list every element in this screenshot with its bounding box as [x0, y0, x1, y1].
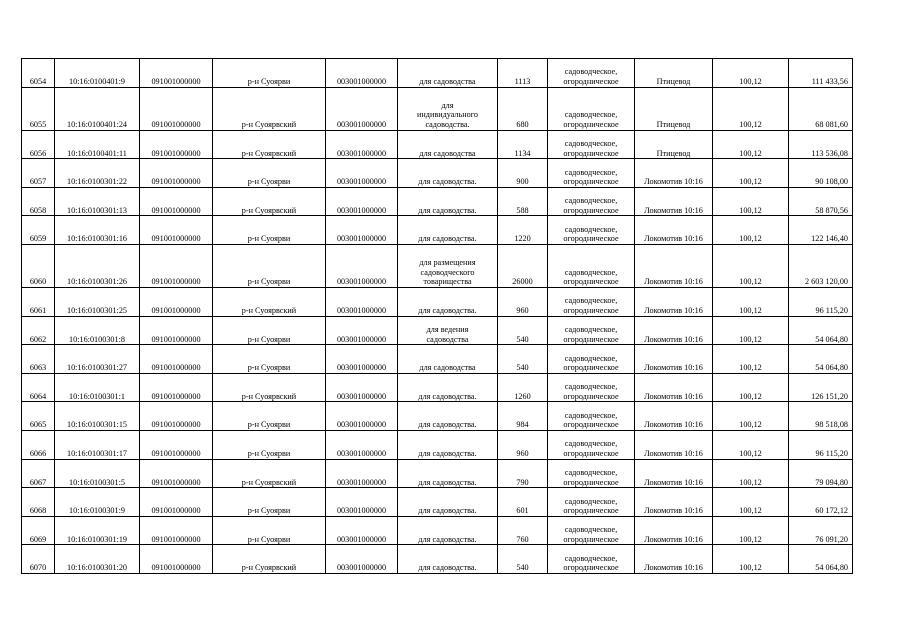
category-line: садоводческое, — [564, 324, 618, 334]
area-cell: 1220 — [498, 216, 548, 245]
district-cell: р-н Суоярвский — [213, 187, 326, 216]
category-cell — [548, 59, 635, 88]
table-row — [22, 345, 853, 374]
association-cell: Локомотив 10:16 — [635, 430, 713, 459]
row-number-cell: 6054 — [22, 59, 55, 88]
cadastral-number-cell: 10:16:0100301:9 — [55, 488, 140, 517]
area-cell: 984 — [498, 402, 548, 431]
category-cell — [548, 159, 635, 188]
oktmo-code-cell: 091001000000 — [140, 345, 213, 374]
permitted-use-cell — [398, 59, 498, 88]
category-line: садоводческое, — [564, 353, 618, 363]
cadastral-number-cell: 10:16:0100301:16 — [55, 216, 140, 245]
cadastral-cost-cell: 68 081,60 — [789, 87, 853, 130]
district-cell: р-н Суоярви — [213, 516, 326, 545]
cadastral-cost-cell: 60 172,12 — [789, 488, 853, 517]
permitted-use-line: для садоводства. — [418, 506, 477, 516]
rate-cell: 100,12 — [713, 402, 789, 431]
classifier-code-cell: 003001000000 — [326, 87, 398, 130]
table-row — [22, 316, 853, 345]
district-cell: р-н Суоярвский — [213, 459, 326, 488]
table-row — [22, 59, 853, 88]
rate-cell: 100,12 — [713, 59, 789, 88]
table-row — [22, 430, 853, 459]
land-plots-table — [21, 58, 853, 574]
category-line: садоводческое, — [564, 496, 618, 506]
permitted-use-cell — [398, 545, 498, 574]
district-cell: р-н Суоярви — [213, 316, 326, 345]
cadastral-number-cell: 10:16:0100301:27 — [55, 345, 140, 374]
permitted-use-cell — [398, 345, 498, 374]
category-line: садоводческое, — [564, 110, 618, 120]
area-cell: 960 — [498, 430, 548, 459]
classifier-code-cell: 003001000000 — [326, 545, 398, 574]
cadastral-cost-cell: 113 536,08 — [789, 130, 853, 159]
category-line: садоводческое, — [564, 196, 618, 206]
table-row — [22, 488, 853, 517]
oktmo-code-cell: 091001000000 — [140, 430, 213, 459]
association-cell: Птицевод — [635, 130, 713, 159]
category-line: огородническое — [563, 477, 619, 487]
area-cell: 26000 — [498, 244, 548, 287]
cadastral-cost-cell: 96 115,20 — [789, 430, 853, 459]
area-cell: 540 — [498, 545, 548, 574]
category-line: садоводческое, — [564, 553, 618, 563]
permitted-use-cell — [398, 244, 498, 287]
category-cell — [548, 345, 635, 374]
category-line: садоводческое, — [564, 525, 618, 535]
association-cell: Локомотив 10:16 — [635, 287, 713, 316]
cadastral-cost-cell: 54 064,80 — [789, 316, 853, 345]
category-cell — [548, 402, 635, 431]
district-cell: р-н Суоярви — [213, 345, 326, 374]
cadastral-number-cell: 10:16:0100301:22 — [55, 159, 140, 188]
cadastral-cost-cell: 96 115,20 — [789, 287, 853, 316]
table-row — [22, 287, 853, 316]
category-cell — [548, 130, 635, 159]
row-number-cell: 6070 — [22, 545, 55, 574]
oktmo-code-cell: 091001000000 — [140, 159, 213, 188]
classifier-code-cell: 003001000000 — [326, 373, 398, 402]
area-cell: 540 — [498, 345, 548, 374]
permitted-use-line: для садоводства — [419, 148, 476, 158]
cadastral-number-cell: 10:16:0100301:17 — [55, 430, 140, 459]
row-number-cell: 6065 — [22, 402, 55, 431]
association-cell: Локомотив 10:16 — [635, 187, 713, 216]
classifier-code-cell: 003001000000 — [326, 459, 398, 488]
area-cell: 540 — [498, 316, 548, 345]
permitted-use-cell — [398, 159, 498, 188]
oktmo-code-cell: 091001000000 — [140, 87, 213, 130]
classifier-code-cell: 003001000000 — [326, 316, 398, 345]
association-cell: Локомотив 10:16 — [635, 459, 713, 488]
row-number-cell: 6059 — [22, 216, 55, 245]
oktmo-code-cell: 091001000000 — [140, 402, 213, 431]
rate-cell: 100,12 — [713, 488, 789, 517]
area-cell: 588 — [498, 187, 548, 216]
permitted-use-line: для ведения — [426, 324, 469, 334]
category-line: огородническое — [563, 448, 619, 458]
permitted-use-line: для садоводства. — [418, 391, 477, 401]
row-number-cell: 6069 — [22, 516, 55, 545]
classifier-code-cell: 003001000000 — [326, 187, 398, 216]
category-line: садоводческое, — [564, 267, 618, 277]
rate-cell: 100,12 — [713, 516, 789, 545]
permitted-use-line: для садоводства. — [418, 448, 477, 458]
cadastral-number-cell: 10:16:0100301:5 — [55, 459, 140, 488]
row-number-cell: 6058 — [22, 187, 55, 216]
oktmo-code-cell: 091001000000 — [140, 545, 213, 574]
category-cell — [548, 545, 635, 574]
district-cell: р-н Суоярвский — [213, 545, 326, 574]
permitted-use-cell — [398, 187, 498, 216]
category-line: огородническое — [563, 363, 619, 373]
permitted-use-cell — [398, 430, 498, 459]
classifier-code-cell: 003001000000 — [326, 216, 398, 245]
permitted-use-line: для садоводства. — [418, 420, 477, 430]
association-cell: Локомотив 10:16 — [635, 216, 713, 245]
district-cell: р-н Суоярви — [213, 216, 326, 245]
cadastral-number-cell: 10:16:0100301:26 — [55, 244, 140, 287]
cadastral-number-cell: 10:16:0100301:25 — [55, 287, 140, 316]
cadastral-cost-cell: 2 603 120,00 — [789, 244, 853, 287]
rate-cell: 100,12 — [713, 430, 789, 459]
category-cell — [548, 87, 635, 130]
oktmo-code-cell: 091001000000 — [140, 216, 213, 245]
area-cell: 680 — [498, 87, 548, 130]
classifier-code-cell: 003001000000 — [326, 130, 398, 159]
area-cell: 790 — [498, 459, 548, 488]
permitted-use-line: для садоводства — [419, 363, 476, 373]
permitted-use-cell — [398, 130, 498, 159]
category-cell — [548, 488, 635, 517]
category-cell — [548, 187, 635, 216]
permitted-use-line: для садоводства. — [418, 234, 477, 244]
table-row — [22, 216, 853, 245]
table-body — [22, 59, 853, 574]
oktmo-code-cell: 091001000000 — [140, 316, 213, 345]
association-cell: Локомотив 10:16 — [635, 345, 713, 374]
rate-cell: 100,12 — [713, 316, 789, 345]
permitted-use-line: для садоводства. — [418, 477, 477, 487]
district-cell: р-н Суоярви — [213, 159, 326, 188]
cadastral-number-cell: 10:16:0100301:1 — [55, 373, 140, 402]
permitted-use-line: садоводческого — [420, 267, 475, 277]
cadastral-number-cell: 10:16:0100401:11 — [55, 130, 140, 159]
district-cell: р-н Суоярви — [213, 430, 326, 459]
permitted-use-line: для садоводства — [419, 77, 476, 86]
classifier-code-cell: 003001000000 — [326, 402, 398, 431]
oktmo-code-cell: 091001000000 — [140, 287, 213, 316]
row-number-cell: 6066 — [22, 430, 55, 459]
oktmo-code-cell: 091001000000 — [140, 59, 213, 88]
rate-cell: 100,12 — [713, 87, 789, 130]
permitted-use-cell — [398, 459, 498, 488]
category-line: огородническое — [563, 563, 619, 573]
cadastral-number-cell: 10:16:0100301:8 — [55, 316, 140, 345]
permitted-use-line: для размещения — [419, 258, 476, 268]
table-row — [22, 159, 853, 188]
permitted-use-cell — [398, 216, 498, 245]
permitted-use-line: садоводства. — [425, 120, 470, 129]
category-cell — [548, 216, 635, 245]
area-cell: 1134 — [498, 130, 548, 159]
row-number-cell: 6060 — [22, 244, 55, 287]
district-cell: р-н Суоярви — [213, 488, 326, 517]
association-cell: Локомотив 10:16 — [635, 159, 713, 188]
table-row — [22, 545, 853, 574]
category-line: огородническое — [563, 334, 619, 344]
district-cell: р-н Суоярви — [213, 244, 326, 287]
permitted-use-cell — [398, 488, 498, 517]
permitted-use-line: для садоводства. — [418, 205, 477, 215]
cadastral-number-cell: 10:16:0100301:20 — [55, 545, 140, 574]
permitted-use-line: товарищества — [423, 277, 472, 287]
association-cell: Локомотив 10:16 — [635, 516, 713, 545]
area-cell: 1260 — [498, 373, 548, 402]
category-cell — [548, 459, 635, 488]
category-line: огородническое — [563, 506, 619, 516]
table-row — [22, 130, 853, 159]
permitted-use-line: садоводства — [426, 334, 469, 344]
category-line: садоводческое, — [564, 439, 618, 449]
permitted-use-line: для садоводства. — [418, 305, 477, 315]
district-cell: р-н Суоярвский — [213, 130, 326, 159]
area-cell: 601 — [498, 488, 548, 517]
classifier-code-cell: 003001000000 — [326, 59, 398, 88]
association-cell: Птицевод — [635, 59, 713, 88]
table-row — [22, 244, 853, 287]
row-number-cell: 6056 — [22, 130, 55, 159]
association-cell: Локомотив 10:16 — [635, 316, 713, 345]
category-line: огородническое — [563, 177, 619, 187]
permitted-use-cell — [398, 316, 498, 345]
row-number-cell: 6055 — [22, 87, 55, 130]
category-line: огородническое — [563, 391, 619, 401]
area-cell: 960 — [498, 287, 548, 316]
rate-cell: 100,12 — [713, 459, 789, 488]
classifier-code-cell: 003001000000 — [326, 287, 398, 316]
classifier-code-cell: 003001000000 — [326, 430, 398, 459]
district-cell: р-н Суоярвский — [213, 87, 326, 130]
table-row — [22, 459, 853, 488]
row-number-cell: 6067 — [22, 459, 55, 488]
category-line: садоводческое, — [564, 67, 618, 77]
cadastral-number-cell: 10:16:0100301:13 — [55, 187, 140, 216]
category-cell — [548, 287, 635, 316]
permitted-use-line: индивидуального — [417, 110, 478, 120]
category-line: огородническое — [563, 534, 619, 544]
association-cell: Локомотив 10:16 — [635, 244, 713, 287]
category-cell — [548, 244, 635, 287]
association-cell: Локомотив 10:16 — [635, 488, 713, 517]
permitted-use-line: для садоводства. — [418, 534, 477, 544]
rate-cell: 100,12 — [713, 130, 789, 159]
category-line: огородническое — [563, 77, 619, 86]
area-cell: 760 — [498, 516, 548, 545]
area-cell: 1113 — [498, 59, 548, 88]
classifier-code-cell: 003001000000 — [326, 488, 398, 517]
category-line: садоводческое, — [564, 224, 618, 234]
cadastral-cost-cell: 98 518,08 — [789, 402, 853, 431]
category-line: садоводческое, — [564, 139, 618, 148]
table-row — [22, 402, 853, 431]
category-line: садоводческое, — [564, 467, 618, 477]
cadastral-cost-cell: 54 064,80 — [789, 545, 853, 574]
classifier-code-cell: 003001000000 — [326, 345, 398, 374]
oktmo-code-cell: 091001000000 — [140, 130, 213, 159]
cadastral-cost-cell: 76 091,20 — [789, 516, 853, 545]
cadastral-cost-cell: 111 433,56 — [789, 59, 853, 88]
row-number-cell: 6057 — [22, 159, 55, 188]
category-line: садоводческое, — [564, 296, 618, 306]
category-cell — [548, 430, 635, 459]
district-cell: р-н Суоярви — [213, 59, 326, 88]
category-line: огородническое — [563, 205, 619, 215]
rate-cell: 100,12 — [713, 187, 789, 216]
association-cell: Локомотив 10:16 — [635, 402, 713, 431]
row-number-cell: 6064 — [22, 373, 55, 402]
classifier-code-cell: 003001000000 — [326, 516, 398, 545]
permitted-use-line: для — [441, 100, 454, 110]
permitted-use-cell — [398, 87, 498, 130]
permitted-use-line: для садоводства. — [418, 563, 477, 573]
category-line: огородническое — [563, 305, 619, 315]
table-row — [22, 516, 853, 545]
category-line: огородническое — [563, 277, 619, 287]
cadastral-cost-cell: 126 151,20 — [789, 373, 853, 402]
permitted-use-cell — [398, 287, 498, 316]
district-cell: р-н Суоярви — [213, 402, 326, 431]
oktmo-code-cell: 091001000000 — [140, 488, 213, 517]
rate-cell: 100,12 — [713, 216, 789, 245]
association-cell: Локомотив 10:16 — [635, 545, 713, 574]
cadastral-cost-cell: 79 094,80 — [789, 459, 853, 488]
cadastral-number-cell: 10:16:0100401:24 — [55, 87, 140, 130]
cadastral-cost-cell: 58 870,56 — [789, 187, 853, 216]
category-cell — [548, 316, 635, 345]
oktmo-code-cell: 091001000000 — [140, 187, 213, 216]
cadastral-number-cell: 10:16:0100301:19 — [55, 516, 140, 545]
row-number-cell: 6062 — [22, 316, 55, 345]
cadastral-cost-cell: 90 108,00 — [789, 159, 853, 188]
category-cell — [548, 516, 635, 545]
category-line: огородническое — [563, 234, 619, 244]
district-cell: р-н Суоярвский — [213, 373, 326, 402]
rate-cell: 100,12 — [713, 545, 789, 574]
category-line: огородническое — [563, 420, 619, 430]
oktmo-code-cell: 091001000000 — [140, 373, 213, 402]
classifier-code-cell: 003001000000 — [326, 159, 398, 188]
category-line: огородническое — [563, 120, 619, 129]
oktmo-code-cell: 091001000000 — [140, 244, 213, 287]
category-line: садоводческое, — [564, 382, 618, 392]
cadastral-number-cell: 10:16:0100301:15 — [55, 402, 140, 431]
table-row — [22, 87, 853, 130]
rate-cell: 100,12 — [713, 159, 789, 188]
association-cell: Локомотив 10:16 — [635, 373, 713, 402]
row-number-cell: 6063 — [22, 345, 55, 374]
association-cell: Птицевод — [635, 87, 713, 130]
permitted-use-cell — [398, 373, 498, 402]
permitted-use-line: для садоводства. — [418, 177, 477, 187]
rate-cell: 100,12 — [713, 373, 789, 402]
category-cell — [548, 373, 635, 402]
rate-cell: 100,12 — [713, 287, 789, 316]
cadastral-number-cell: 10:16:0100401:9 — [55, 59, 140, 88]
area-cell: 900 — [498, 159, 548, 188]
cadastral-cost-cell: 54 064,80 — [789, 345, 853, 374]
table-row — [22, 373, 853, 402]
oktmo-code-cell: 091001000000 — [140, 459, 213, 488]
category-line: садоводческое, — [564, 167, 618, 177]
table-row — [22, 187, 853, 216]
permitted-use-cell — [398, 402, 498, 431]
classifier-code-cell: 003001000000 — [326, 244, 398, 287]
rate-cell: 100,12 — [713, 345, 789, 374]
category-line: садоводческое, — [564, 410, 618, 420]
category-line: огородническое — [563, 148, 619, 158]
district-cell: р-н Суоярвский — [213, 287, 326, 316]
cadastral-cost-cell: 122 146,40 — [789, 216, 853, 245]
oktmo-code-cell: 091001000000 — [140, 516, 213, 545]
rate-cell: 100,12 — [713, 244, 789, 287]
row-number-cell: 6068 — [22, 488, 55, 517]
permitted-use-cell — [398, 516, 498, 545]
row-number-cell: 6061 — [22, 287, 55, 316]
